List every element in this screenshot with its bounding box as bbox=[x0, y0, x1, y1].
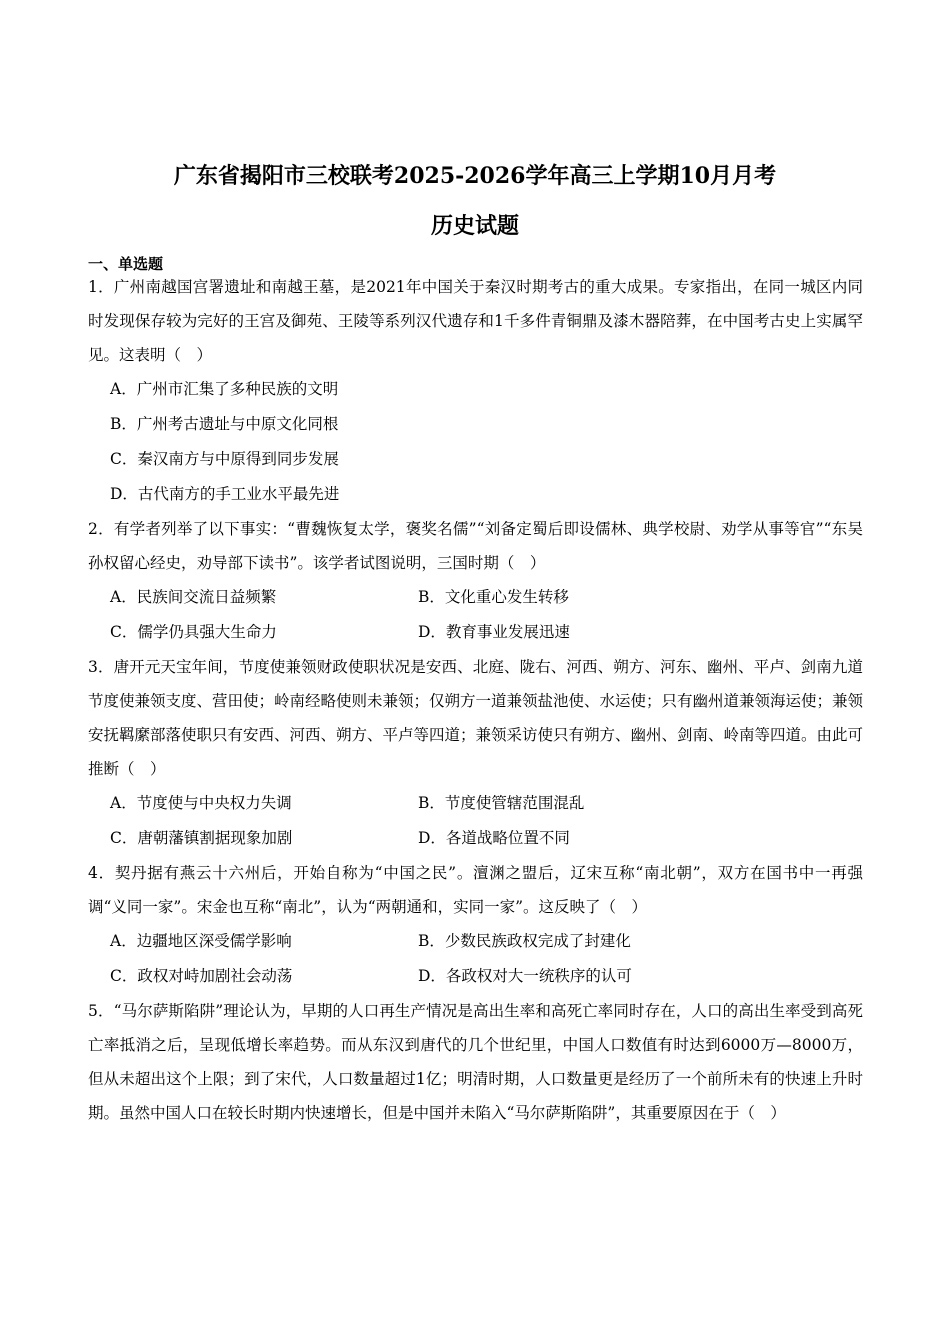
question-3 bbox=[88, 650, 863, 856]
question-stem: 1．广州南越国宫署遗址和南越王墓，是2021年中国关于秦汉时期考古的重大成果。专家指出，在同一城区内同时发现保存较为完好的王宫及御苑、王陵等系列汉代遗存和1千多件青铜鼎及漆木器陪葬，在中国考古史上实属罕见。这表明（ ） bbox=[88, 278, 863, 364]
option-d: D．古代南方的手工业水平最先进 bbox=[110, 485, 340, 503]
option-d: D．各政权对大一统秩序的认可 bbox=[418, 967, 632, 985]
option-b: B．文化重心发生转移 bbox=[418, 588, 569, 606]
question-1 bbox=[88, 270, 863, 512]
option-row bbox=[88, 786, 863, 821]
option-a: A．边疆地区深受儒学影响 bbox=[110, 932, 292, 950]
question-5 bbox=[88, 994, 863, 1130]
question-stem: 3．唐开元天宝年间，节度使兼领财政使职状况是安西、北庭、陇右、河西、朔方、河东、幽州、平卢、剑南九道节度使兼领支度、营田使；岭南经略使则未兼领；仅朔方一道兼领盐池使、水运使；只有幽州道兼领海运使；兼领安抚羁縻部落使职只有安西、河西、朔方、平卢等四道；兼领采访使只有朔方、幽州、剑南、岭南等四道。由此可推断（ ） bbox=[88, 658, 864, 778]
option-c: C．政权对峙加剧社会动荡 bbox=[110, 967, 293, 985]
option-b: B．少数民族政权完成了封建化 bbox=[418, 932, 631, 950]
option-a: A．广州市汇集了多种民族的文明 bbox=[110, 380, 339, 398]
option-b: B．广州考古遗址与中原文化同根 bbox=[110, 415, 339, 433]
section-heading: 一、单选题 bbox=[88, 255, 164, 273]
option-a: A．民族间交流日益频繁 bbox=[110, 588, 277, 606]
option-b: B．节度使管辖范围混乱 bbox=[418, 794, 585, 812]
question-stem: 5．“马尔萨斯陷阱”理论认为，早期的人口再生产情况是高出生率和高死亡率同时存在，人口的高出生率受到高死亡率抵消之后，呈现低增长率趋势。而从东汉到唐代的几个世纪里，中国人口数值有时达到6000万—8000万，但从未超出这个上限；到了宋代，人口数量超过1亿；明清时期，人口数量更是经历了一个前所未有的快速上升时期。虽然中国人口在较长时期内快速增长，但是中国并未陷入“马尔萨斯陷阱”，其重要原因在于（ ） bbox=[88, 1002, 863, 1122]
option-a: A．节度使与中央权力失调 bbox=[110, 794, 292, 812]
question-2 bbox=[88, 512, 863, 650]
exam-title: 广东省揭阳市三校联考2025-2026学年高三上学期10月月考 bbox=[173, 163, 777, 189]
option-row bbox=[88, 821, 863, 856]
question-list bbox=[88, 270, 863, 1130]
question-4 bbox=[88, 856, 863, 994]
option-c: C．唐朝藩镇割据现象加剧 bbox=[110, 829, 293, 847]
question-stem: 2．有学者列举了以下事实：“曹魏恢复太学，褒奖名儒”“刘备定蜀后即设儒林、典学校尉、劝学从事等官”“东吴孙权留心经史，劝导部下读书”。该学者试图说明，三国时期（ ） bbox=[88, 520, 863, 572]
option-c: C．儒学仍具强大生命力 bbox=[110, 623, 277, 641]
exam-subject-title: 历史试题 bbox=[430, 213, 519, 239]
option-d: D．各道战略位置不同 bbox=[418, 829, 570, 847]
option-c: C．秦汉南方与中原得到同步发展 bbox=[110, 450, 339, 468]
option-row bbox=[88, 580, 863, 615]
option-row bbox=[88, 924, 863, 959]
option-row bbox=[88, 959, 863, 994]
option-row bbox=[88, 615, 863, 650]
option-d: D．教育事业发展迅速 bbox=[418, 623, 570, 641]
question-stem: 4．契丹据有燕云十六州后，开始自称为“中国之民”。澶渊之盟后，辽宋互称“南北朝”，双方在国书中一再强调“义同一家”。宋金也互称“南北”，认为“两朝通和，实同一家”。这反映了（ ） bbox=[88, 864, 863, 916]
